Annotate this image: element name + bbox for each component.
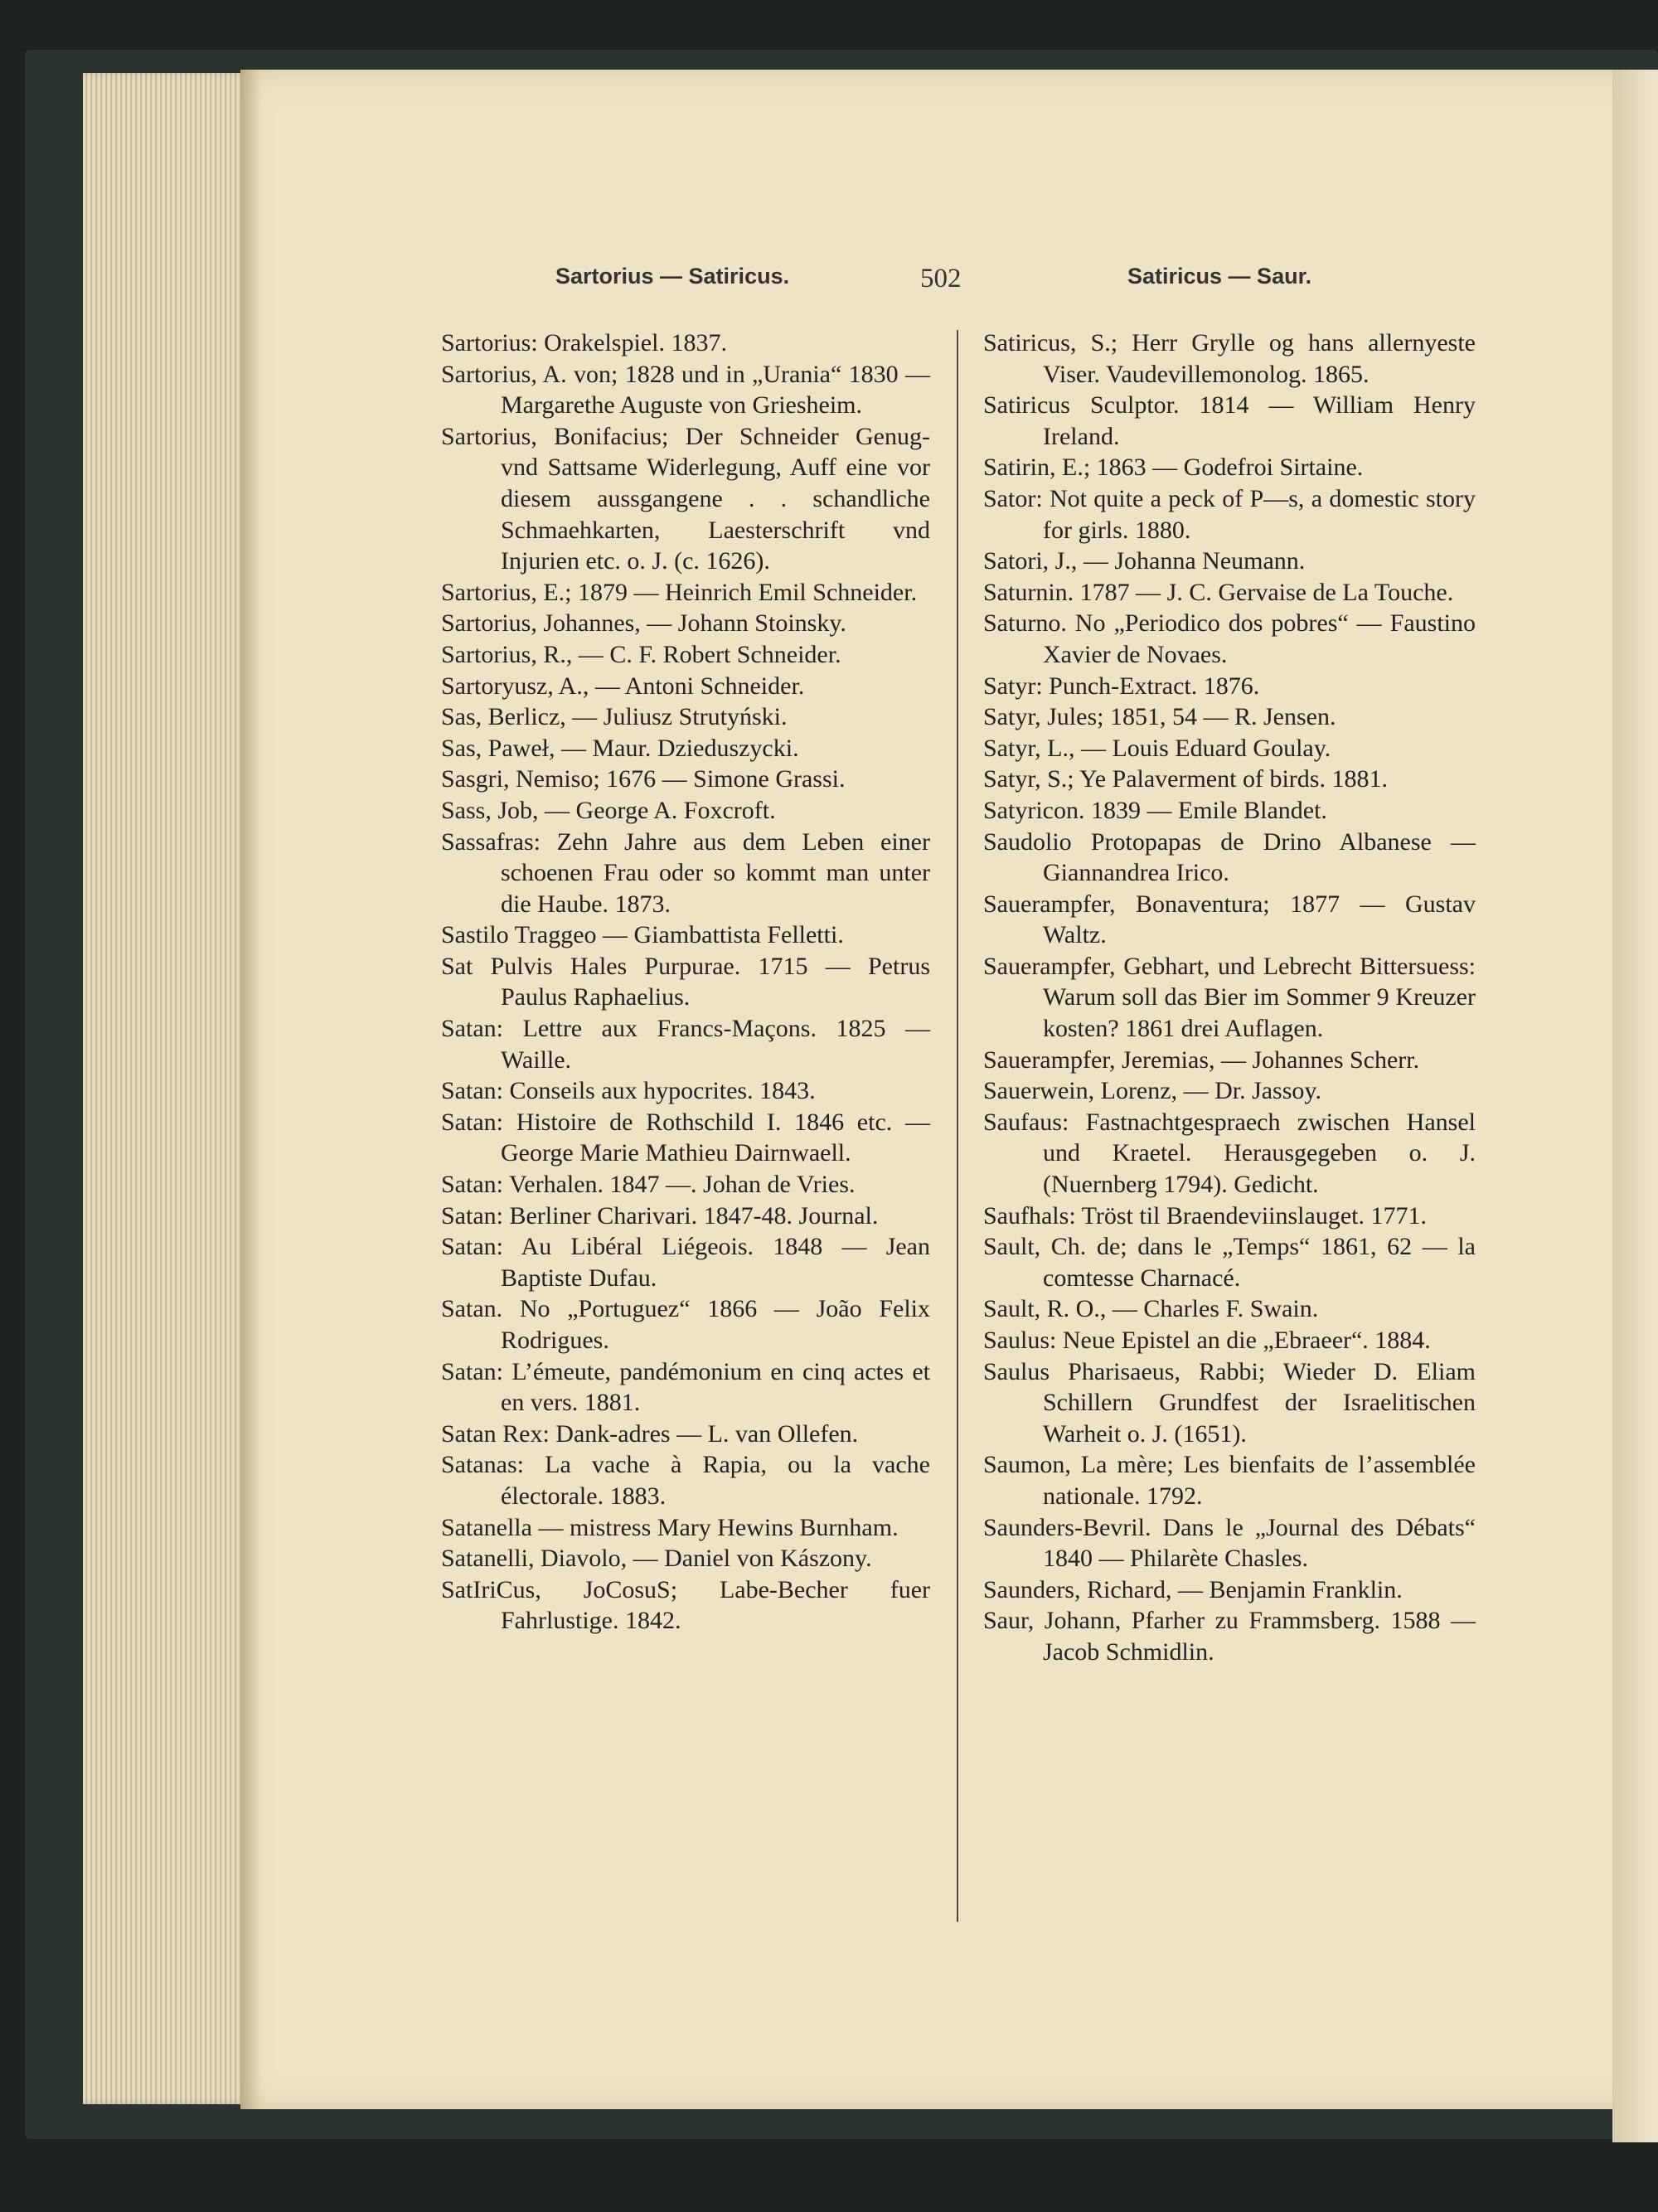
entry: Sassafras: Zehn Jahre aus dem Leben einer schoenen Frau oder so kommt man unter die Haube. 1873. xyxy=(441,827,930,918)
entry: Sauerampfer, Gebhart, und Lebrecht Bittersuess: Warum soll das Bier im Sommer 9 Kreuzer kosten? 1861 drei Auflagen. xyxy=(983,952,1476,1043)
entry: Sauerwein, Lorenz, — Dr. Jassoy. xyxy=(983,1077,1321,1105)
entry: Satan: Au Libéral Liégeois. 1848 — Jean Baptiste Dufau. xyxy=(441,1233,930,1292)
entry: Saunders, Richard, — Benjamin Franklin. xyxy=(983,1575,1403,1603)
right-column xyxy=(983,327,1476,1668)
next-page-edge xyxy=(1612,70,1658,2142)
entry: Saufhals: Tröst til Braendeviinslauget. 1771. xyxy=(983,1201,1427,1230)
entry: Satan: Berliner Charivari. 1847-48. Journal. xyxy=(441,1201,879,1230)
gutter-shadow xyxy=(240,70,262,2109)
entry: Sauerampfer, Jeremias, — Johannes Scherr. xyxy=(983,1045,1420,1074)
entry: Sartoryusz, A., — Antoni Schneider. xyxy=(441,672,805,700)
entry: Sartorius, Johannes, — Johann Stoinsky. xyxy=(441,609,846,638)
column-divider xyxy=(957,330,958,1922)
entry: Sauerampfer, Bonaventura; 1877 — Gustav Waltz. xyxy=(983,890,1476,949)
entry: Sastilo Traggeo — Giambattista Felletti. xyxy=(441,921,844,949)
entry: Saufaus: Fastnachtgespraech zwischen Hansel und Kraetel. Herausgegeben o. J. (Nuernberg 1794). Gedicht. xyxy=(983,1108,1476,1199)
entry: Sault, R. O., — Charles F. Swain. xyxy=(983,1295,1319,1323)
entry: Sas, Berlicz, — Juliusz Strutyński. xyxy=(441,703,788,731)
entry: Saur, Johann, Pfarher zu Frammsberg. 1588 — Jacob Schmidlin. xyxy=(983,1607,1476,1666)
entry: Sat Pulvis Hales Purpurae. 1715 — Petrus Paulus Raphaelius. xyxy=(441,952,930,1011)
entry: Satiricus, S.; Herr Grylle og hans allernyeste Viser. Vaudevillemonolog. 1865. xyxy=(983,329,1476,388)
left-column xyxy=(441,327,930,1637)
entry: Sartorius, E.; 1879 — Heinrich Emil Schneider. xyxy=(441,578,918,606)
entry: Sasgri, Nemiso; 1676 — Simone Grassi. xyxy=(441,765,846,793)
entry: Satori, J., — Johanna Neumann. xyxy=(983,547,1306,575)
entry: Satan. No „Portuguez“ 1866 — João Felix Rodrigues. xyxy=(441,1295,930,1354)
running-head-right: Satiricus — Saur. xyxy=(1127,264,1312,289)
entry: Sas, Paweł, — Maur. Dzieduszycki. xyxy=(441,734,799,762)
entry: Satirin, E.; 1863 — Godefroi Sirtaine. xyxy=(983,454,1364,482)
entry: Sartorius, A. von; 1828 und in „Urania“ 1830 — Margarethe Auguste von Griesheim. xyxy=(441,360,930,420)
entry: Satyr, Jules; 1851, 54 — R. Jensen. xyxy=(983,703,1336,731)
entry: Sator: Not quite a peck of P—s, a domestic story for girls. 1880. xyxy=(983,484,1476,544)
entry: Satanella — mistress Mary Hewins Burnham. xyxy=(441,1513,899,1541)
entry: Saunders-Bevril. Dans le „Journal des Débats“ 1840 — Philarète Chasles. xyxy=(983,1513,1476,1573)
entry: Satiricus Sculptor. 1814 — William Henry Ireland. xyxy=(983,391,1476,450)
entry: Satan Rex: Dank-adres — L. van Ollefen. xyxy=(441,1419,859,1448)
entry: Satanas: La vache à Rapia, ou la vache électorale. 1883. xyxy=(441,1451,930,1510)
entry: Satan: Conseils aux hypocrites. 1843. xyxy=(441,1077,816,1105)
page-edges xyxy=(83,73,249,2104)
entry: Satan: Histoire de Rothschild I. 1846 etc. — George Marie Mathieu Dairnwaell. xyxy=(441,1108,930,1167)
entry: Satyricon. 1839 — Emile Blandet. xyxy=(983,796,1327,824)
entry: Sartorius, R., — C. F. Robert Schneider. xyxy=(441,640,841,668)
page-number: 502 xyxy=(920,264,962,293)
entry: Saulus Pharisaeus, Rabbi; Wieder D. Eliam Schillern Grundfest der Israelitischen Warheit o. J. (1651). xyxy=(983,1357,1476,1448)
entry: Saumon, La mère; Les bienfaits de l’assemblée nationale. 1792. xyxy=(983,1451,1476,1510)
entry: Saulus: Neue Epistel an die „Ebraeer“. 1884. xyxy=(983,1327,1431,1354)
entry: SatIriCus, JoCosuS; Labe-Becher fuer Fahrlustige. 1842. xyxy=(441,1575,930,1635)
entry: Satan: L’émeute, pandémonium en cinq actes et en vers. 1881. xyxy=(441,1357,930,1417)
entry: Satyr, S.; Ye Palaverment of birds. 1881. xyxy=(983,765,1388,793)
entry: Sartorius, Bonifacius; Der Schneider Genug- vnd Sattsame Widerlegung, Auff eine vor diesem aussgangene . . schandliche Schmaehkarten, Laesterschrift vnd Injurien etc. o. J. (c. 1626). xyxy=(441,422,930,575)
entry: Sault, Ch. de; dans le „Temps“ 1861, 62 — la comtesse Charnacé. xyxy=(983,1233,1476,1292)
running-head-left: Sartorius — Satiricus. xyxy=(555,264,790,289)
entry: Sass, Job, — George A. Foxcroft. xyxy=(441,796,776,824)
entry: Satyr: Punch-Extract. 1876. xyxy=(983,672,1260,700)
entry: Satan: Verhalen. 1847 —. Johan de Vries. xyxy=(441,1171,856,1199)
entry: Satyr, L., — Louis Eduard Goulay. xyxy=(983,734,1331,762)
entry: Satan: Lettre aux Francs-Maçons. 1825 — Waille. xyxy=(441,1015,930,1074)
entry: Sartorius: Orakelspiel. 1837. xyxy=(441,329,727,357)
entry: Saturnin. 1787 — J. C. Gervaise de La Touche. xyxy=(983,578,1454,606)
entry: Saudolio Protopapas de Drino Albanese — Giannandrea Irico. xyxy=(983,827,1476,887)
entry: Satanelli, Diavolo, — Daniel von Kászony. xyxy=(441,1545,872,1573)
entry: Saturno. No „Periodico dos pobres“ — Faustino Xavier de Novaes. xyxy=(983,609,1476,668)
